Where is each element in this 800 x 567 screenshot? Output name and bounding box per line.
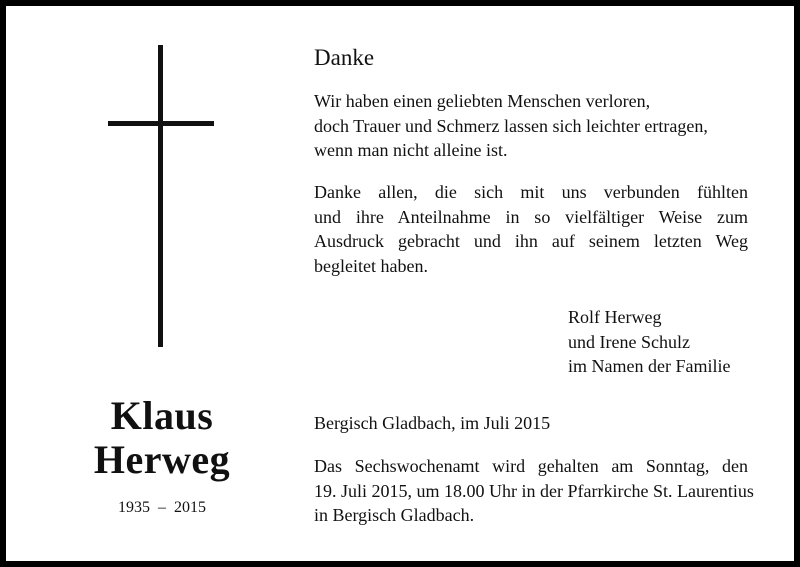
paragraph-line: Ausdruck gebracht und ihn auf seinem letzten Weg [314,231,748,251]
signature-line: Rolf Herweg [568,307,662,327]
paragraph-line: 19. Juli 2015, um 18.00 Uhr in der Pfarrkirche St. Laurentius [314,480,754,501]
paragraph-line: in Bergisch Gladbach. [314,505,475,525]
cross-vertical-bar [158,45,163,347]
paragraph-line: wenn man nicht alleine ist. [314,140,508,160]
paragraph-line: und ihre Anteilnahme in so vielfältiger Weise zum [314,206,748,227]
paragraph-line: Danke allen, die sich mit uns verbunden fühlten [314,182,748,202]
paragraph-line: begleitet haben. [314,255,428,276]
paragraph-line: Das Sechswochenamt wird gehalten am Sonntag, den [314,456,748,476]
signature-block [568,305,730,379]
life-years: 1935 – 2015 [118,499,206,516]
deceased-last-name: Herweg [93,437,231,482]
signature-line: und Irene Schulz [568,331,690,352]
paragraph-service [314,454,754,528]
deceased-first-name: Klaus [110,393,214,438]
signature-line: im Namen der Familie [568,356,731,376]
paragraph-thanks [314,180,748,278]
place-date: Bergisch Gladbach, im Juli 2015 [314,413,551,433]
paragraph-line: doch Trauer und Schmerz lassen sich leichter ertragen, [314,115,708,136]
cross-horizontal-bar [108,121,214,126]
paragraph-line: Wir haben einen geliebten Menschen verloren, [314,91,651,111]
paragraph-loss [314,89,748,163]
notice-heading: Danke [314,45,375,70]
